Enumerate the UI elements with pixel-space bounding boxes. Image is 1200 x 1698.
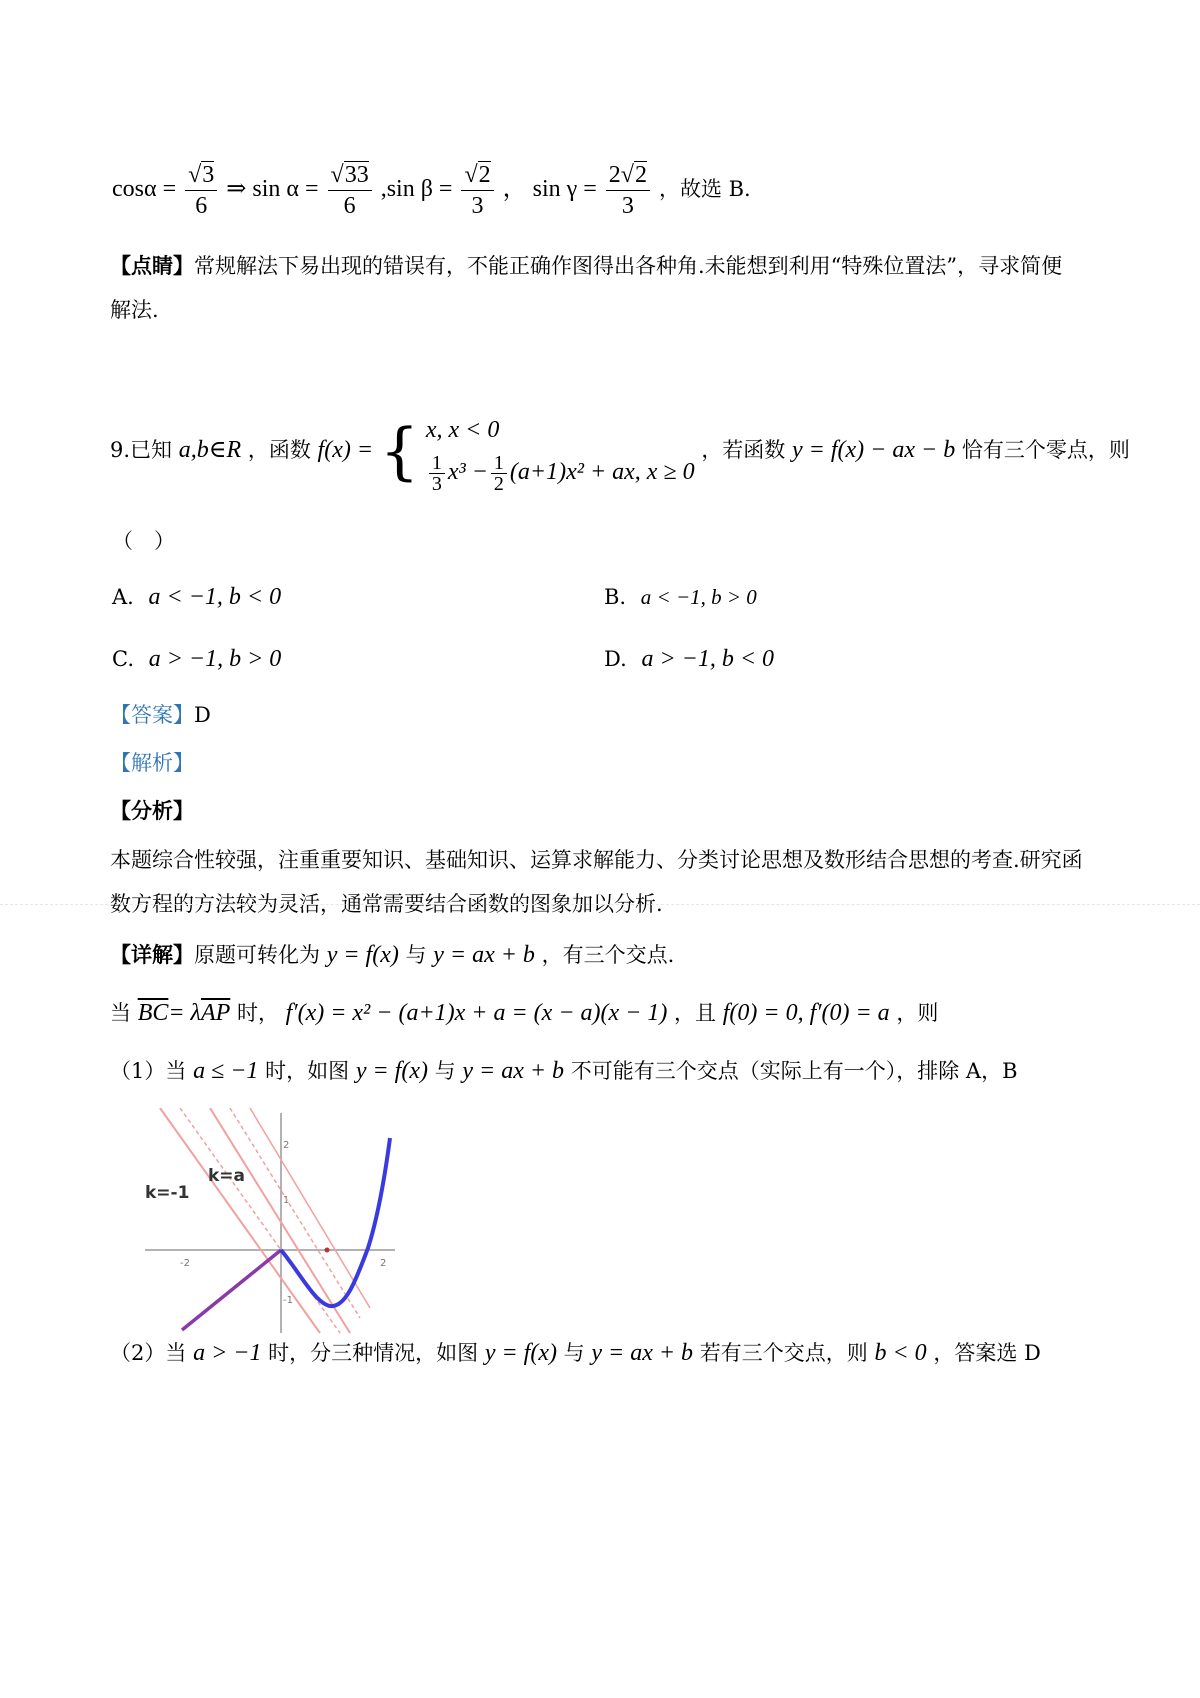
- dang-text-3: ，且: [674, 1001, 717, 1025]
- answer-value: D: [194, 703, 211, 727]
- tick-x-neg2: -2: [180, 1258, 190, 1269]
- frac-sqrt3-over-6: $\frac{√3}{6}$: [185, 160, 217, 221]
- dang-text-2: 时，: [236, 1001, 279, 1025]
- case2-text-5: ，答案选 D: [933, 1341, 1041, 1365]
- cos-alpha-label: cosα =: [112, 176, 177, 203]
- option-b[interactable]: [604, 582, 757, 612]
- line-k-a-c: [250, 1108, 370, 1308]
- implies-symbol: ⇒: [226, 176, 247, 203]
- answer-line: [110, 700, 211, 730]
- tick-y-2: 2: [283, 1140, 290, 1151]
- func-label: ，函数: [247, 438, 311, 462]
- dang-text-1: 当: [110, 1001, 131, 1025]
- tick-x-2: 2: [380, 1258, 387, 1269]
- piecewise-brace: {: [379, 414, 420, 488]
- jiexi-tag: 【解析】: [110, 751, 194, 775]
- dang-text-4: ，则: [896, 1001, 939, 1025]
- case-1-line: [110, 1056, 1018, 1086]
- tick-y-neg1: -1: [283, 1295, 293, 1306]
- xiangjie-text-3: ，有三个交点.: [541, 943, 675, 967]
- case2-expr-2: y = f(x): [484, 1340, 557, 1366]
- fenxi-text-1: 本题综合性较强，注重重要知识、基础知识、运算求解能力、分类讨论思想及数形结合思想的考查.研究函: [110, 848, 1083, 872]
- fenxi-text-2: 数方程的方法较为灵活，通常需要结合函数的图象加以分析.: [110, 892, 663, 916]
- xiangjie-expr-2: y = ax + b: [433, 942, 535, 968]
- option-a[interactable]: [112, 582, 281, 612]
- case2-text-1: （2）当: [110, 1341, 187, 1365]
- case1-text-2: 时，如图: [265, 1059, 350, 1083]
- case1-expr-1: a ≤ −1: [193, 1058, 259, 1084]
- answer-tag: 【答案】: [110, 703, 194, 727]
- option-d[interactable]: [604, 644, 774, 674]
- lambda-eq: = λ: [168, 1000, 201, 1026]
- option-c-label: C.: [112, 647, 134, 671]
- y-function: y = f(x) − ax − b: [792, 437, 956, 463]
- f-of-x: f(x) =: [317, 437, 374, 463]
- sin-gamma-label: sin γ =: [532, 176, 597, 203]
- case1-expr-3: y = ax + b: [462, 1058, 565, 1084]
- ab-in-r: a,b∈R: [178, 437, 242, 463]
- dianjing-paragraph: [110, 244, 1090, 332]
- tick-y-1: 1: [283, 1195, 290, 1206]
- derivative-line: [110, 998, 938, 1028]
- case2-text-3: 与: [563, 1341, 585, 1365]
- line-k-a-a: [210, 1108, 350, 1333]
- vector-ap: $\overline{AP}$: [200, 1000, 231, 1026]
- conclusion-text: ，故选 B.: [658, 177, 751, 202]
- case2-expr-4: b < 0: [874, 1340, 927, 1366]
- question-9: [110, 400, 1130, 500]
- option-a-label: A.: [112, 585, 134, 609]
- sin-beta-label: ,sin β =: [380, 176, 453, 203]
- option-b-label: B.: [604, 585, 627, 609]
- option-c-value: a > −1, b > 0: [148, 646, 282, 672]
- option-a-value: a < −1, b < 0: [148, 584, 282, 610]
- derivative-expr: f′(x) = x² − (a+1)x + a = (x − a)(x − 1): [285, 1000, 668, 1026]
- option-b-value: a < −1, b > 0: [640, 585, 757, 609]
- xiangjie-text-1: 原题可转化为: [194, 943, 320, 967]
- case2-expr-3: y = ax + b: [591, 1340, 694, 1366]
- dianjing-text-2: 解法.: [110, 298, 159, 322]
- option-d-label: D.: [604, 647, 627, 671]
- xiangjie-text-2: 与: [405, 943, 427, 967]
- option-c[interactable]: [112, 644, 281, 674]
- line-k-neg1-a: [160, 1108, 320, 1333]
- piecewise-cases: [426, 409, 695, 494]
- xiangjie-expr-1: y = f(x): [326, 942, 399, 968]
- derivative-condition: f(0) = 0, f′(0) = a: [722, 1000, 890, 1026]
- answer-paren: （ ）: [112, 529, 175, 553]
- fenxi-tag: 【分析】: [110, 798, 194, 823]
- curve-negative-part: [182, 1250, 281, 1330]
- curve-cubic-part: [281, 1138, 390, 1306]
- xiangjie-line: [110, 940, 674, 970]
- piecewise-case-1: x, x < 0: [425, 417, 500, 444]
- comma: ，: [502, 176, 527, 203]
- label-k-neg1: k=-1: [145, 1183, 190, 1203]
- question-number: 9.已知: [110, 438, 173, 462]
- line-k-a-b: [230, 1108, 360, 1318]
- case2-text-4: 若有三个交点，则: [699, 1341, 868, 1365]
- dianjing-text: 常规解法下易出现的错误有，不能正确作图得出各种角.未能想到利用“特殊位置法”，寻求简便: [194, 254, 1063, 278]
- frac-sqrt33-over-6: $\frac{√33}{6}$: [328, 160, 372, 221]
- case1-text-4: 不可能有三个交点（实际上有一个），排除 A，B: [570, 1059, 1018, 1083]
- vector-bc: $\overline{BC}$: [137, 1000, 169, 1026]
- function-graph: [140, 1108, 410, 1338]
- case1-expr-2: y = f(x): [355, 1058, 428, 1084]
- point-marker: [325, 1248, 330, 1253]
- label-k-a: k=a: [208, 1166, 246, 1186]
- after-func-text: ，若函数: [701, 438, 786, 462]
- frac-2sqrt2-over-3: $\frac{2√2}{3}$: [606, 160, 650, 221]
- page-divider: [0, 904, 1200, 905]
- frac-sqrt2-over-3: $\frac{√2}{3}$: [461, 160, 493, 221]
- question-tail: 恰有三个零点，则: [961, 438, 1130, 462]
- case2-text-2: 时，分三种情况，如图: [268, 1341, 479, 1365]
- fenxi-paragraph: [110, 838, 1090, 926]
- sin-alpha-label: sin α =: [252, 176, 319, 203]
- trig-result-line: [112, 160, 751, 221]
- dianjing-tag: 【点睛】: [110, 253, 194, 278]
- case1-text-3: 与: [434, 1059, 456, 1083]
- xiangjie-tag: 【详解】: [110, 942, 194, 967]
- case1-text-1: （1）当: [110, 1059, 187, 1083]
- piecewise-case-2: $\frac{1}{3}$ x³ − $\frac{1}{2}$ (a+1)x² + ax, x ≥ 0: [426, 451, 695, 494]
- case-2-line: [110, 1338, 1041, 1368]
- option-d-value: a > −1, b < 0: [641, 646, 775, 672]
- case2-expr-1: a > −1: [193, 1340, 262, 1366]
